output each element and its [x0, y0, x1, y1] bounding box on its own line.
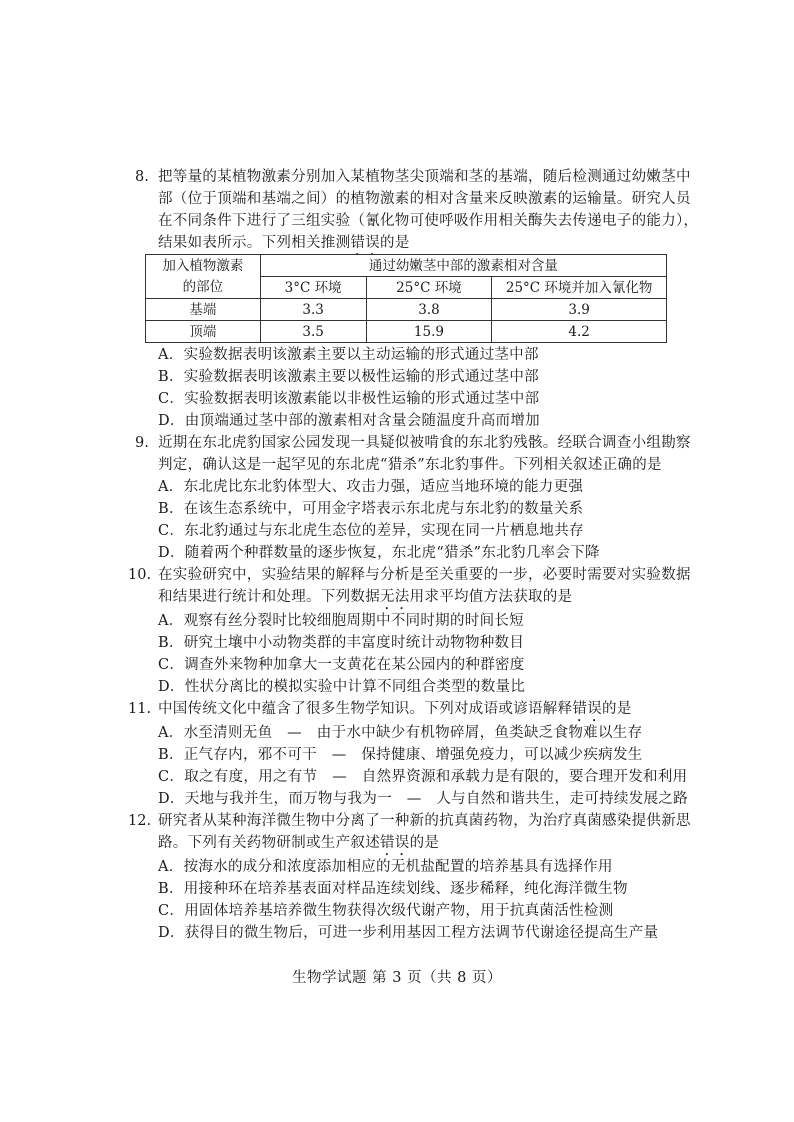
table-row-label: 基端: [146, 299, 261, 321]
question-stem-line: 把等量的某植物激素分别加入某植物茎尖顶端和茎的基端，随后检测通过幼嫩茎中: [158, 169, 691, 185]
option-b: B．实验数据表明该激素主要以极性运输的形式通过茎中部: [158, 369, 539, 385]
question-stem-line: 在实验研究中，实验结果的解释与分析是至关重要的一步，必要时需要对实验数据: [158, 567, 691, 583]
table-row: [146, 299, 667, 321]
question-stem-line: 近期在东北虎豹国家公园发现一具疑似被啃食的东北豹残骸。经联合调查小组勘察: [158, 435, 691, 451]
option-a: A．实验数据表明该激素主要以主动运输的形式通过茎中部: [158, 347, 539, 363]
question-stem-line: 在不同条件下进行了三组实验（氰化物可使呼吸作用相关酶失去传递电子的能力），: [158, 213, 699, 229]
question-stem-line: 路。下列有关药物研制或生产叙述错误的是: [158, 835, 440, 851]
table-header-group: 通过幼嫩茎中部的激素相对含量: [260, 255, 666, 277]
question-stem-line: 判定，确认这是一起罕见的东北虎“猎杀”东北豹事件。下列相关叙述正确的是: [158, 457, 662, 473]
hormone-table: [145, 254, 667, 343]
option-a: A．东北虎比东北豹体型大、攻击力强，适应当地环境的能力更强: [158, 479, 584, 495]
option-c: C．用固体培养基培养微生物获得次级代谢产物，用于抗真菌活性检测: [158, 903, 614, 919]
option-c: C．东北豹通过与东北虎生态位的差异，实现在同一片栖息地共存: [158, 523, 584, 539]
question-number: 12.: [128, 813, 152, 829]
question-stem-line: 和结果进行统计和处理。下列数据无法用求平均值方法获取的是: [158, 589, 573, 605]
table-cell: 3.5: [260, 321, 366, 343]
option-c: C．取之有度，用之有节 — 自然界资源和承载力是有限的，要合理开发和利用: [158, 769, 688, 785]
question-number: 9.: [135, 435, 149, 451]
option-a: A．水至清则无鱼 — 由于水中缺少有机物碎屑，鱼类缺乏食物难以生存: [158, 725, 643, 741]
table-header-site: 加入植物激素 的部位: [146, 255, 261, 299]
question-stem-line: 研究者从某种海洋微生物中分离了一种新的抗真菌药物，为治疗真菌感染提供新思: [158, 813, 691, 829]
option-b: B．正气存内，邪不可干 — 保持健康、增强免疫力，可以减少疾病发生: [158, 747, 643, 763]
table-header-condition: 25°C 环境并加入氰化物: [492, 277, 667, 299]
table-cell: 3.8: [366, 299, 492, 321]
table-row: [146, 321, 667, 343]
option-b: B．用接种环在培养基表面对样品连续划线、逐步稀释，纯化海洋微生物: [158, 881, 628, 897]
emphasis-word: 错误: [380, 835, 410, 851]
emphasis-word: 无法: [380, 589, 410, 605]
question-number: 8.: [135, 169, 149, 185]
option-c: C．实验数据表明该激素能以非极性运输的形式通过茎中部: [158, 391, 540, 407]
page-footer: 生物学试题 第 3 页（共 8 页）: [292, 970, 502, 986]
option-a: A．按海水的成分和浓度添加相应的无机盐配置的培养基具有选择作用: [158, 859, 613, 875]
table-header-condition: 3°C 环境: [260, 277, 366, 299]
table-cell: 3.9: [492, 299, 667, 321]
option-d: D．性状分离比的模拟实验中计算不同组合类型的数量比: [158, 679, 526, 695]
option-d: D．获得目的微生物后，可进一步利用基因工程方法调节代谢途径提高生产量: [158, 925, 659, 941]
emphasis-word: 错误: [572, 701, 603, 717]
option-b: B．研究土壤中小动物类群的丰富度时统计动物物种数目: [158, 635, 525, 651]
table-row-label: 顶端: [146, 321, 261, 343]
question-stem-line: 结果如表所示。下列相关推测错误的是: [158, 235, 410, 251]
option-d: D．由顶端通过茎中部的激素相对含量会随温度升高而增加: [158, 413, 540, 429]
question-stem-line: 部（位于顶端和基端之间）的植物激素的相对含量来反映激素的运输量。研究人员: [158, 191, 691, 207]
question-number: 10.: [128, 567, 152, 583]
table-header-condition: 25°C 环境: [366, 277, 492, 299]
emphasis-word: 错误: [350, 235, 381, 251]
table-cell: 4.2: [492, 321, 667, 343]
option-a: A．观察有丝分裂时比较细胞周期中不同时期的时间长短: [158, 613, 524, 629]
question-number: 11.: [128, 701, 152, 717]
option-d: D．天地与我并生，而万物与我为一 — 人与自然和谐共生，走可持续发展之路: [158, 791, 688, 807]
option-c: C．调查外来物种加拿大一支黄花在某公园内的种群密度: [158, 657, 525, 673]
question-stem-line: 中国传统文化中蕴含了很多生物学知识。下列对成语或谚语解释错误的是: [158, 701, 632, 717]
option-d: D．随着两个种群数量的逐步恢复，东北虎“猎杀”东北豹几率会下降: [158, 545, 600, 561]
table-cell: 3.3: [260, 299, 366, 321]
option-b: B．在该生态系统中，可用金字塔表示东北虎与东北豹的数量关系: [158, 501, 584, 517]
table-cell: 15.9: [366, 321, 492, 343]
